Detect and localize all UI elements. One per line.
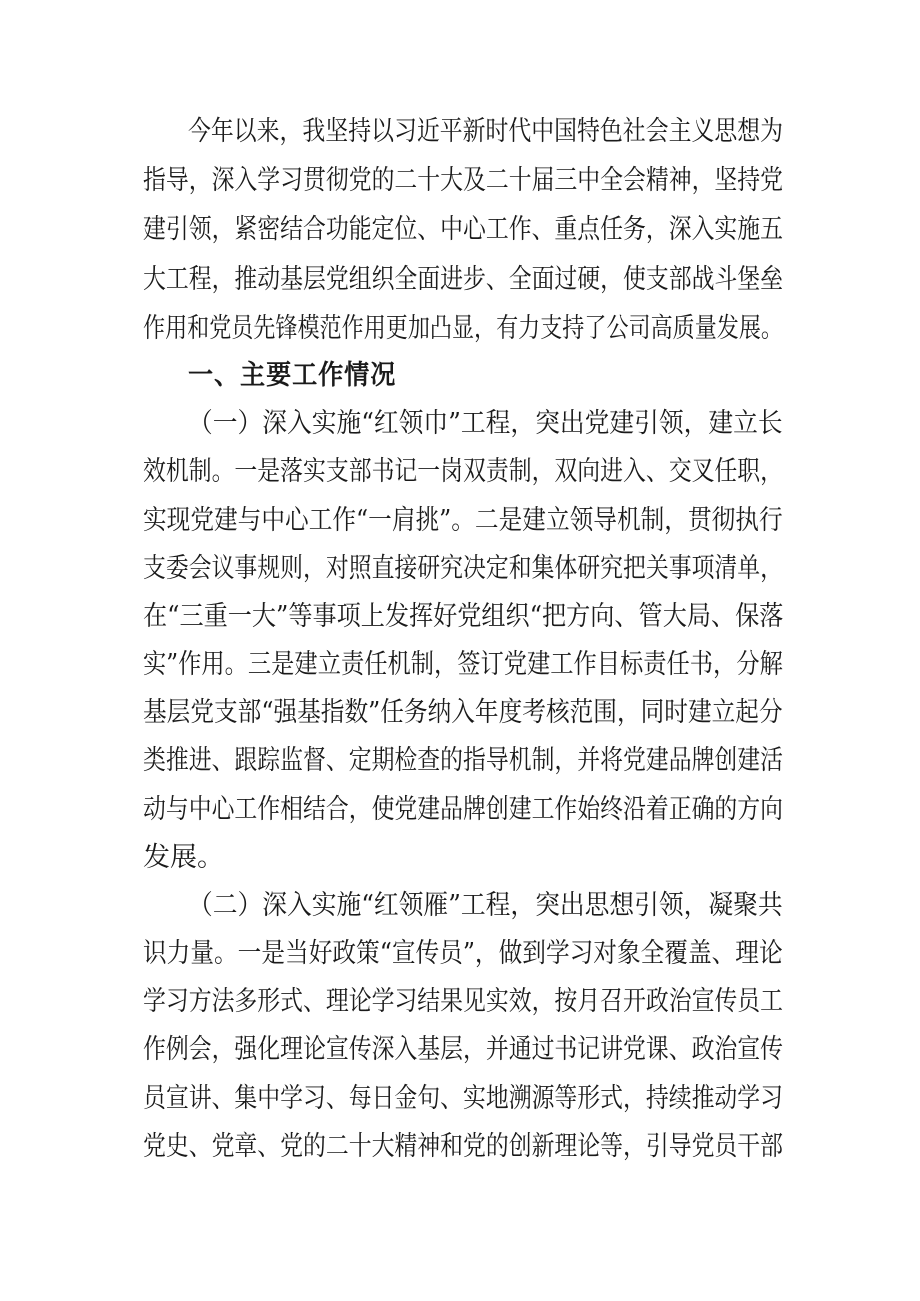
para2-line-6: 党史、党章、党的二十大精神和党的创新理论等，引导党员干部 xyxy=(143,1131,783,1162)
para1-line-1: （一）深入实施“红领巾”工程，突出党建引领，建立长 xyxy=(188,408,783,439)
para2-line-4: 作例会，强化理论宣传深入基层，并通过书记讲党课、政治宣传 xyxy=(143,1034,783,1065)
para1-line-3: 实现党建与中心工作“一肩挑”。二是建立领导机制，贯彻执行 xyxy=(143,505,783,536)
para1-line-5: 在“三重一大”等事项上发挥好党组织“把方向、管大局、保落 xyxy=(143,601,784,632)
intro-line-5: 作用和党员先锋模范作用更加凸显，有力支持了公司高质量发展。 xyxy=(143,313,783,344)
para2-line-3: 学习方法多形式、理论学习结果见实效，按月召开政治宣传员工 xyxy=(143,986,783,1017)
intro-line-1: 今年以来，我坚持以习近平新时代中国特色社会主义思想为 xyxy=(188,116,783,147)
intro-line-3: 建引领，紧密结合功能定位、中心工作、重点任务，深入实施五 xyxy=(143,214,783,245)
para2-line-5: 员宣讲、集中学习、每日金句、实地溯源等形式，持续推动学习 xyxy=(143,1083,783,1114)
intro-line-2: 指导，深入学习贯彻党的二十大及二十届三中全会精神，坚持党 xyxy=(143,165,783,196)
para1-line-8: 类推进、跟踪监督、定期检查的指导机制，并将党建品牌创建活 xyxy=(143,745,783,776)
para2-line-1: （二）深入实施“红领雁”工程，突出思想引领，凝聚共 xyxy=(188,890,783,921)
para1-line-9: 动与中心工作相结合，使党建品牌创建工作始终沿着正确的方向 xyxy=(143,794,783,825)
para1-line-7: 基层党支部“强基指数”任务纳入年度考核范围，同时建立起分 xyxy=(143,697,783,728)
para1-line-10: 发展。 xyxy=(143,842,224,873)
intro-line-4: 大工程，推动基层党组织全面进步、全面过硬，使支部战斗堡垒 xyxy=(143,264,783,295)
para1-line-2: 效机制。一是落实支部书记一岗双责制，双向进入、交叉任职， xyxy=(143,456,783,487)
section-heading: 一、主要工作情况 xyxy=(188,360,397,391)
para1-line-6: 实”作用。三是建立责任机制，签订党建工作目标责任书，分解 xyxy=(143,649,783,680)
para2-line-2: 识力量。一是当好政策“宣传员”，做到学习对象全覆盖、理论 xyxy=(143,938,783,969)
para1-line-4: 支委会议事规则，对照直接研究决定和集体研究把关事项清单， xyxy=(143,553,783,584)
